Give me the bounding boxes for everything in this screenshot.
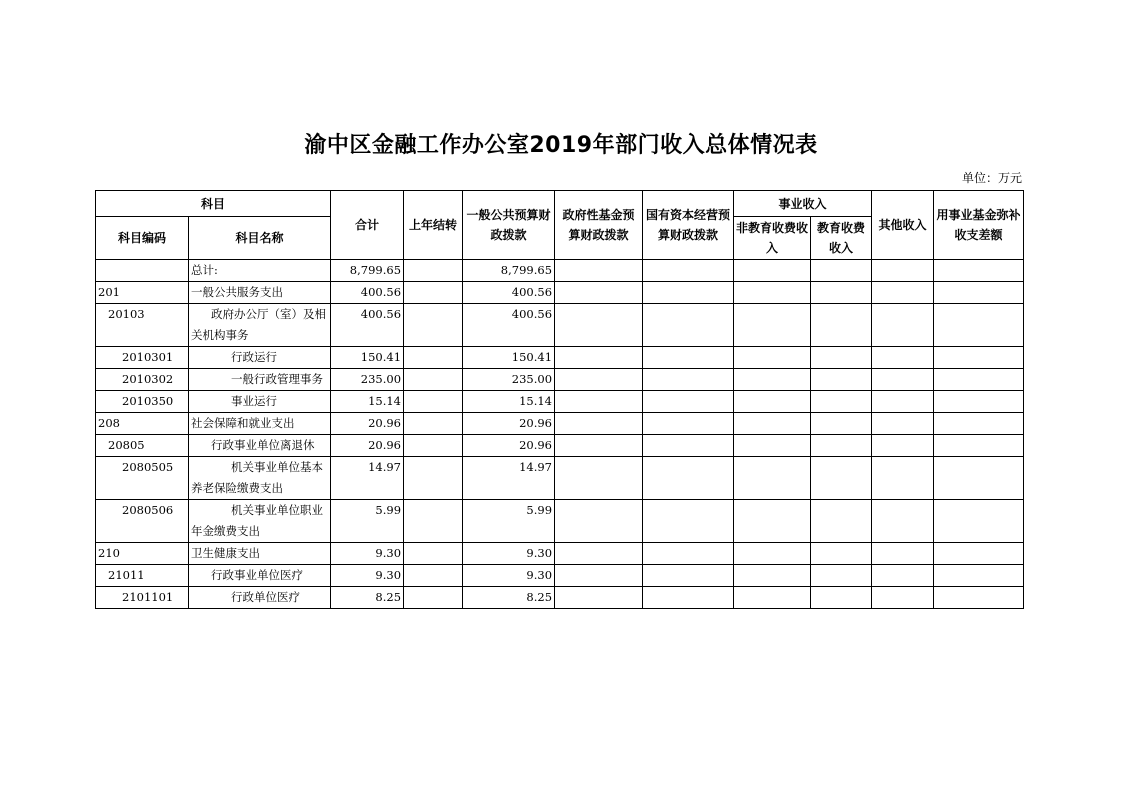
cell-fund-budget — [555, 304, 643, 347]
cell-fund-budget — [555, 413, 643, 435]
cell-carryover — [404, 347, 463, 369]
table-row — [96, 543, 1024, 565]
cell-state-capital — [643, 304, 734, 347]
cell-fund-budget — [555, 369, 643, 391]
cell-fund-gap — [934, 369, 1024, 391]
cell-total: 14.97 — [331, 457, 404, 500]
cell-code: 2080506 — [96, 500, 189, 543]
cell-other-income — [872, 369, 934, 391]
cell-non-edu-fee — [734, 435, 811, 457]
header-business-income: 事业收入 — [734, 191, 872, 217]
table-row — [96, 347, 1024, 369]
cell-state-capital — [643, 435, 734, 457]
cell-non-edu-fee — [734, 391, 811, 413]
cell-total: 8,799.65 — [331, 260, 404, 282]
cell-total: 5.99 — [331, 500, 404, 543]
cell-code: 20103 — [96, 304, 189, 347]
table-row — [96, 413, 1024, 435]
cell-general-budget: 9.30 — [463, 565, 555, 587]
cell-fund-gap — [934, 391, 1024, 413]
cell-state-capital — [643, 565, 734, 587]
header-carryover: 上年结转 — [404, 191, 463, 260]
cell-name: 行政事业单位离退休 — [189, 435, 331, 457]
cell-non-edu-fee — [734, 457, 811, 500]
cell-general-budget: 235.00 — [463, 369, 555, 391]
cell-fund-budget — [555, 587, 643, 609]
cell-state-capital — [643, 413, 734, 435]
cell-edu-fee — [811, 457, 872, 500]
cell-edu-fee — [811, 435, 872, 457]
header-general-budget: 一般公共预算财政拨款 — [463, 191, 555, 260]
cell-fund-gap — [934, 500, 1024, 543]
cell-non-edu-fee — [734, 500, 811, 543]
cell-carryover — [404, 435, 463, 457]
cell-other-income — [872, 347, 934, 369]
cell-name: 政府办公厅（室）及相关机构事务 — [189, 304, 331, 347]
cell-carryover — [404, 304, 463, 347]
table-row — [96, 565, 1024, 587]
cell-edu-fee — [811, 260, 872, 282]
cell-general-budget: 400.56 — [463, 282, 555, 304]
table-row — [96, 457, 1024, 500]
cell-carryover — [404, 260, 463, 282]
cell-edu-fee — [811, 304, 872, 347]
header-state-capital: 国有资本经营预算财政拨款 — [643, 191, 734, 260]
cell-non-edu-fee — [734, 282, 811, 304]
header-subject: 科目 — [96, 191, 331, 217]
header-fund-gap: 用事业基金弥补收支差额 — [934, 191, 1024, 260]
cell-edu-fee — [811, 391, 872, 413]
cell-state-capital — [643, 347, 734, 369]
cell-other-income — [872, 543, 934, 565]
cell-carryover — [404, 500, 463, 543]
header-non-edu-fee: 非教育收费收入 — [734, 217, 811, 260]
cell-fund-gap — [934, 587, 1024, 609]
cell-state-capital — [643, 500, 734, 543]
cell-non-edu-fee — [734, 260, 811, 282]
cell-total: 400.56 — [331, 282, 404, 304]
cell-fund-gap — [934, 457, 1024, 500]
cell-non-edu-fee — [734, 347, 811, 369]
cell-fund-gap — [934, 543, 1024, 565]
cell-state-capital — [643, 260, 734, 282]
cell-general-budget: 150.41 — [463, 347, 555, 369]
cell-code: 210 — [96, 543, 189, 565]
table-row — [96, 260, 1024, 282]
cell-code: 21011 — [96, 565, 189, 587]
cell-edu-fee — [811, 500, 872, 543]
cell-fund-gap — [934, 304, 1024, 347]
cell-other-income — [872, 565, 934, 587]
header-total: 合计 — [331, 191, 404, 260]
cell-fund-gap — [934, 413, 1024, 435]
cell-state-capital — [643, 391, 734, 413]
cell-fund-gap — [934, 435, 1024, 457]
cell-other-income — [872, 260, 934, 282]
cell-code: 201 — [96, 282, 189, 304]
cell-edu-fee — [811, 587, 872, 609]
cell-total: 9.30 — [331, 543, 404, 565]
table-row — [96, 304, 1024, 347]
cell-name: 卫生健康支出 — [189, 543, 331, 565]
cell-non-edu-fee — [734, 369, 811, 391]
cell-non-edu-fee — [734, 565, 811, 587]
page-title: 渝中区金融工作办公室2019年部门收入总体情况表 — [304, 133, 818, 158]
table-row — [96, 500, 1024, 543]
cell-general-budget: 8,799.65 — [463, 260, 555, 282]
cell-code — [96, 260, 189, 282]
cell-code: 2080505 — [96, 457, 189, 500]
cell-general-budget: 15.14 — [463, 391, 555, 413]
table-row — [96, 587, 1024, 609]
cell-non-edu-fee — [734, 587, 811, 609]
cell-carryover — [404, 457, 463, 500]
cell-other-income — [872, 457, 934, 500]
header-name: 科目名称 — [189, 217, 331, 260]
cell-edu-fee — [811, 282, 872, 304]
cell-name: 社会保障和就业支出 — [189, 413, 331, 435]
cell-general-budget: 5.99 — [463, 500, 555, 543]
table-body — [96, 260, 1024, 609]
cell-edu-fee — [811, 565, 872, 587]
cell-code: 2010350 — [96, 391, 189, 413]
cell-total: 20.96 — [331, 435, 404, 457]
cell-carryover — [404, 587, 463, 609]
cell-name: 机关事业单位职业年金缴费支出 — [189, 500, 331, 543]
cell-other-income — [872, 500, 934, 543]
cell-carryover — [404, 282, 463, 304]
cell-carryover — [404, 565, 463, 587]
cell-general-budget: 20.96 — [463, 435, 555, 457]
cell-fund-budget — [555, 457, 643, 500]
cell-carryover — [404, 543, 463, 565]
header-edu-fee: 教育收费收入 — [811, 217, 872, 260]
cell-general-budget: 9.30 — [463, 543, 555, 565]
cell-total: 150.41 — [331, 347, 404, 369]
cell-other-income — [872, 282, 934, 304]
cell-non-edu-fee — [734, 413, 811, 435]
table-row — [96, 282, 1024, 304]
cell-non-edu-fee — [734, 543, 811, 565]
cell-state-capital — [643, 543, 734, 565]
cell-fund-budget — [555, 391, 643, 413]
cell-general-budget: 400.56 — [463, 304, 555, 347]
cell-state-capital — [643, 369, 734, 391]
cell-name: 总计: — [189, 260, 331, 282]
cell-total: 8.25 — [331, 587, 404, 609]
cell-general-budget: 14.97 — [463, 457, 555, 500]
cell-state-capital — [643, 457, 734, 500]
cell-code: 20805 — [96, 435, 189, 457]
cell-edu-fee — [811, 413, 872, 435]
header-code: 科目编码 — [96, 217, 189, 260]
cell-fund-budget — [555, 500, 643, 543]
cell-edu-fee — [811, 369, 872, 391]
cell-fund-gap — [934, 260, 1024, 282]
header-fund-budget: 政府性基金预算财政拨款 — [555, 191, 643, 260]
cell-total: 400.56 — [331, 304, 404, 347]
cell-carryover — [404, 391, 463, 413]
cell-fund-budget — [555, 260, 643, 282]
cell-total: 15.14 — [331, 391, 404, 413]
cell-name: 事业运行 — [189, 391, 331, 413]
table-row — [96, 369, 1024, 391]
cell-non-edu-fee — [734, 304, 811, 347]
cell-name: 一般公共服务支出 — [189, 282, 331, 304]
cell-general-budget: 20.96 — [463, 413, 555, 435]
cell-fund-budget — [555, 565, 643, 587]
cell-fund-gap — [934, 282, 1024, 304]
cell-state-capital — [643, 587, 734, 609]
cell-code: 2101101 — [96, 587, 189, 609]
cell-edu-fee — [811, 347, 872, 369]
cell-name: 行政运行 — [189, 347, 331, 369]
cell-total: 20.96 — [331, 413, 404, 435]
cell-name: 机关事业单位基本养老保险缴费支出 — [189, 457, 331, 500]
table-row — [96, 435, 1024, 457]
cell-total: 9.30 — [331, 565, 404, 587]
cell-code: 208 — [96, 413, 189, 435]
table-row — [96, 391, 1024, 413]
cell-fund-budget — [555, 435, 643, 457]
cell-code: 2010301 — [96, 347, 189, 369]
cell-name: 一般行政管理事务 — [189, 369, 331, 391]
income-summary-table — [95, 190, 1024, 609]
cell-general-budget: 8.25 — [463, 587, 555, 609]
cell-other-income — [872, 304, 934, 347]
cell-fund-budget — [555, 543, 643, 565]
cell-carryover — [404, 369, 463, 391]
cell-fund-gap — [934, 565, 1024, 587]
cell-total: 235.00 — [331, 369, 404, 391]
cell-carryover — [404, 413, 463, 435]
cell-fund-gap — [934, 347, 1024, 369]
cell-state-capital — [643, 282, 734, 304]
cell-name: 行政单位医疗 — [189, 587, 331, 609]
cell-other-income — [872, 413, 934, 435]
header-other-income: 其他收入 — [872, 191, 934, 260]
cell-name: 行政事业单位医疗 — [189, 565, 331, 587]
cell-fund-budget — [555, 282, 643, 304]
cell-other-income — [872, 435, 934, 457]
cell-other-income — [872, 391, 934, 413]
cell-code: 2010302 — [96, 369, 189, 391]
cell-other-income — [872, 587, 934, 609]
cell-edu-fee — [811, 543, 872, 565]
cell-fund-budget — [555, 347, 643, 369]
unit-label: 单位：万元 — [961, 171, 1022, 185]
